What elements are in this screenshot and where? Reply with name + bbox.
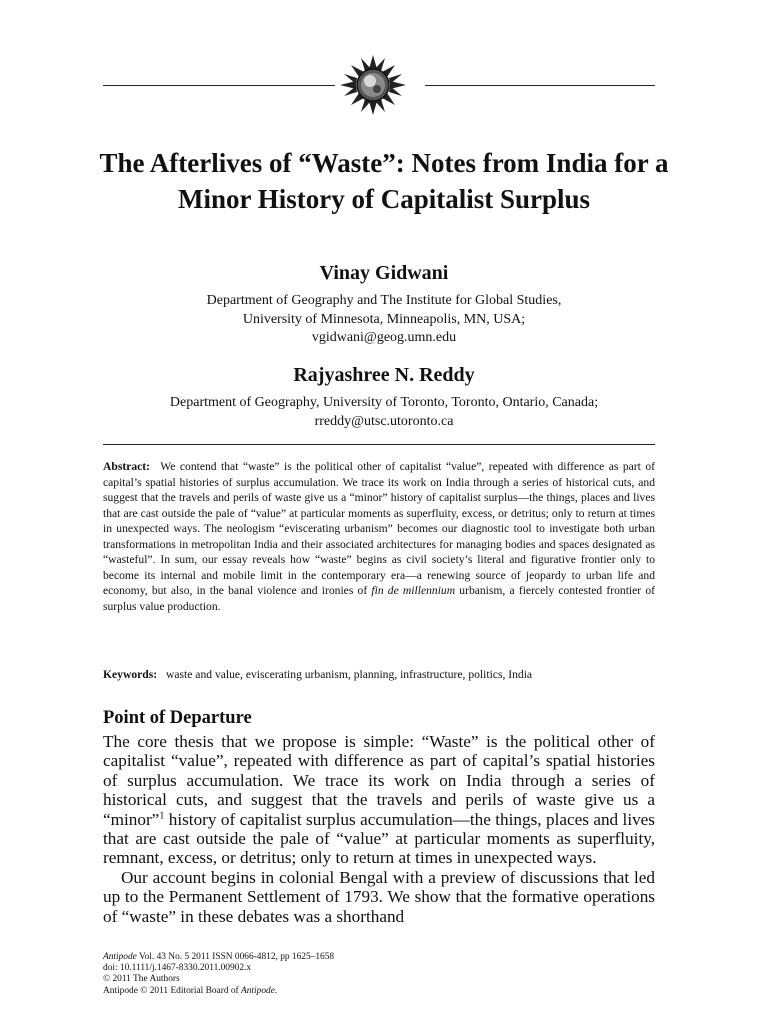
- keywords-label: Keywords:: [103, 668, 158, 681]
- body-paragraph: [103, 732, 655, 868]
- keywords-text: waste and value, eviscerating urbanism, planning, infrastructure, politics, India: [166, 668, 533, 681]
- author-name: Vinay Gidwani: [319, 262, 449, 284]
- abstract-italic-phrase: fin de millennium: [371, 584, 456, 597]
- author-name: Rajyashree N. Reddy: [293, 364, 475, 386]
- header-rule-left: [103, 85, 335, 86]
- journal-name: Antipode: [241, 985, 275, 996]
- article-title: The Afterlives of “Waste”: Notes from India for a Minor History of Capitalist Surplus: [99, 148, 669, 214]
- copyright-board: [103, 986, 655, 997]
- author-affiliation: [100, 292, 668, 348]
- citation-text: Vol. 43 No. 5 2011 ISSN 0066-4812, pp 1625–1658: [139, 952, 335, 962]
- page-footer: [103, 952, 655, 997]
- copyright-authors: © 2011 The Authors: [103, 974, 180, 985]
- copyright-text: Antipode © 2011 Editorial Board of: [103, 985, 239, 996]
- body-paragraph: Our account begins in colonial Bengal with a preview of discussions that led up to the Permanent Settlement of 1793. We show that the formative operations of “waste” in these debates was a shorthand: [103, 867, 655, 926]
- journal-name: Antipode: [103, 952, 137, 962]
- citation-line: [103, 952, 655, 963]
- abstract-text: urbanism, a fiercely contested frontier of surplus value production.: [103, 584, 655, 613]
- affiliation-line: University of Minnesota, Minneapolis, MN, USA;: [242, 311, 526, 327]
- header-rule-right: [425, 85, 655, 86]
- body-text: [103, 732, 655, 926]
- author-affiliation: [90, 394, 678, 431]
- affiliation-line: Department of Geography, University of Toronto, Toronto, Ontario, Canada;: [169, 395, 599, 410]
- abstract: [103, 459, 655, 614]
- doi: doi: 10.1111/j.1467-8330.2011.00902.x: [103, 963, 252, 974]
- footnote-marker[interactable]: 1: [159, 809, 165, 821]
- abstract-label: Abstract:: [103, 460, 151, 473]
- paragraph-text: The core thesis that we propose is simple: “Waste” is the political other of capitalist “value”, repeated with difference as part of capital’s spatial histories of surplus accumulation. We trace its work on India through a series of historical cuts, and suggest that the travels and perils of waste give us a “minor”: [103, 732, 655, 829]
- section-divider: [103, 444, 655, 445]
- abstract-text: We contend that “waste” is the political other of capitalist “value”, repeated with difference as part of capital’s spatial histories of surplus accumulation. We trace its work on India through a series of historical cuts, and suggest that the travels and perils of waste give us a “minor” history of capitalist surplus—the things, places and lives that are cast outside the pale of “value” at particular moments as superfluity, excess, or detritus; only to return at times in unexpected ways. The neologism “eviscerating urbanism” becomes our diagnostic tool to investigate both urban transformations in metropolitan India and their associated architectures for managing bodies and spaces designated as “wasteful”. In sum, our essay reveals how “waste” begins as civil society’s literal and figurative frontier only to become its internal and mobile limit in the contemporary era—a renewing source of jeopardy to urban life and economy, but also, in the banal violence and ironies of: [103, 460, 655, 597]
- journal-emblem-icon: [338, 53, 408, 117]
- author-email: vgidwani@geog.umn.edu: [311, 330, 457, 345]
- paragraph-text: history of capitalist surplus accumulation—the things, places and lives that are cast outside the pale of “value” at particular moments as superfluity, remnant, excess, or detritus; only to return at times in unexpected ways.: [103, 809, 655, 868]
- author-email: rreddy@utsc.utoronto.ca: [314, 413, 454, 429]
- affiliation-line: Department of Geography and The Institute for Global Studies,: [206, 293, 562, 308]
- copyright-suffix: .: [274, 985, 278, 996]
- section-heading: Point of Departure: [103, 708, 252, 728]
- keywords: [103, 667, 655, 683]
